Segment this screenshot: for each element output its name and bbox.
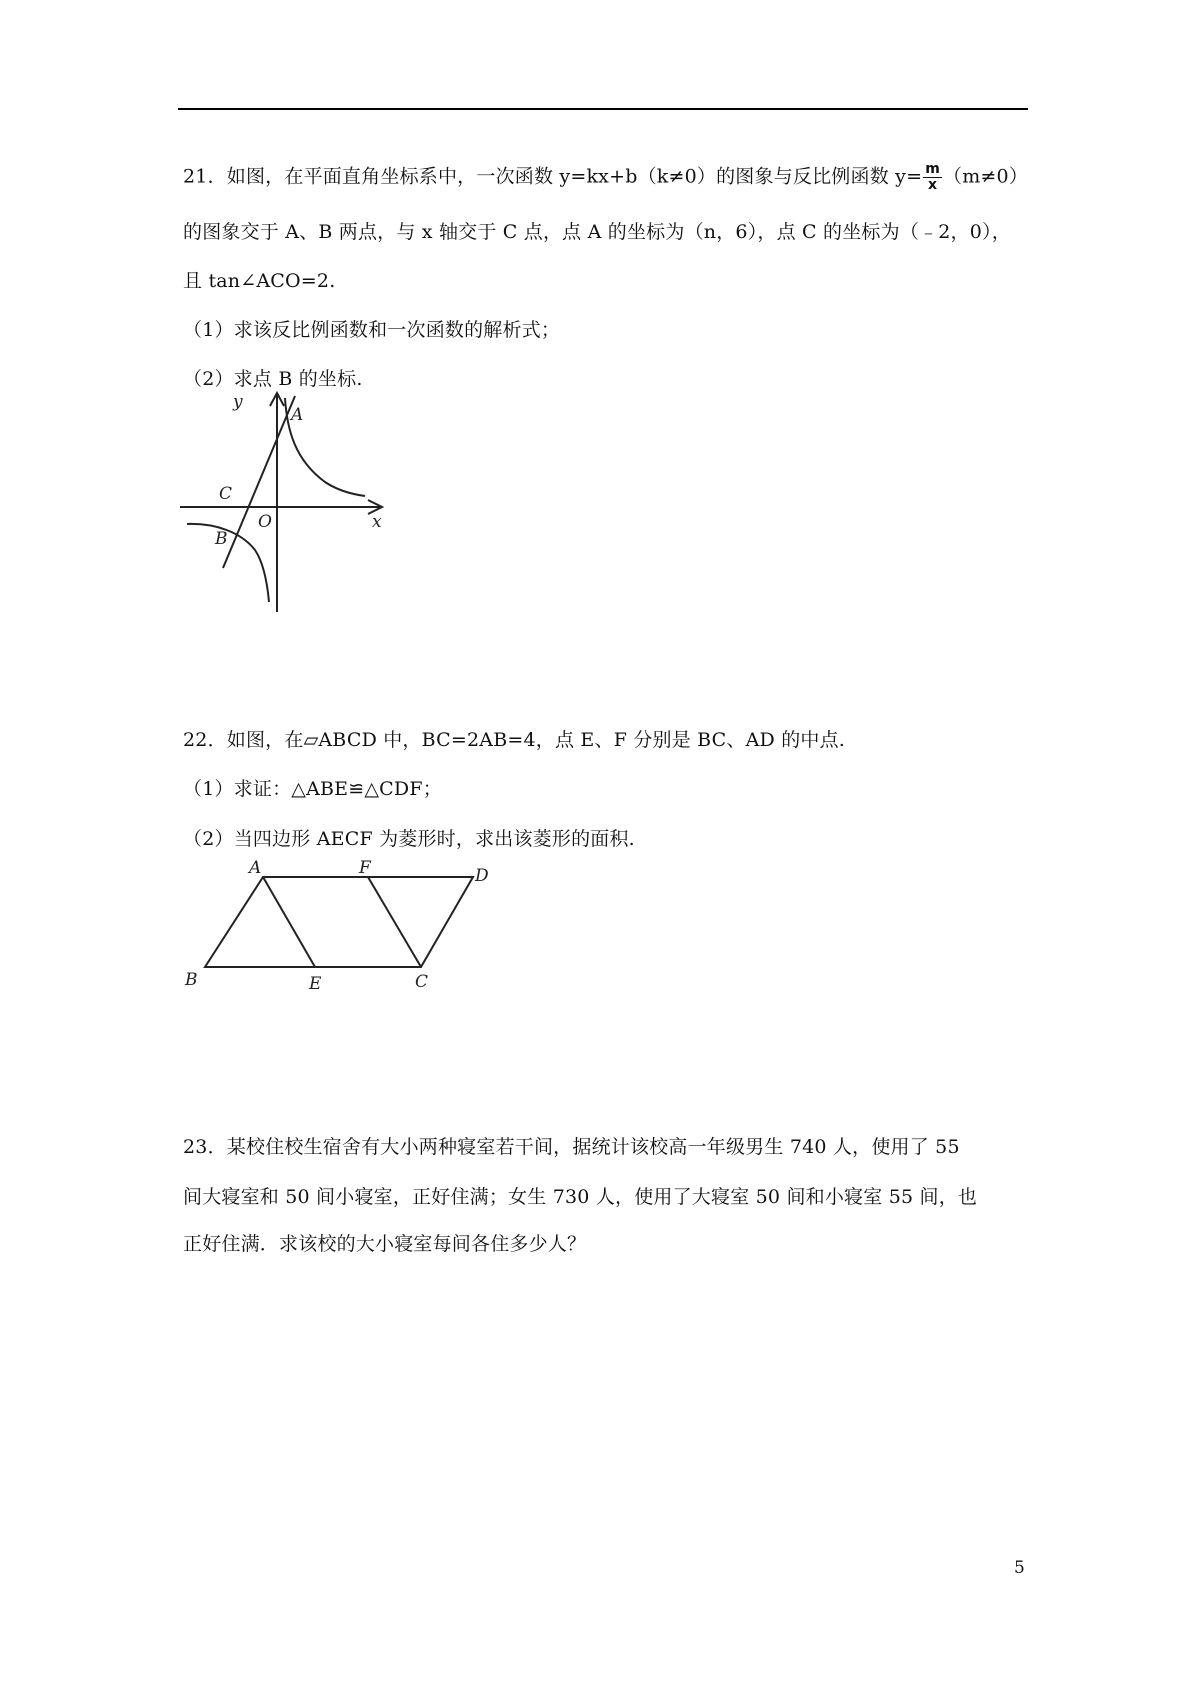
q21-part-2: （2）求点 B 的坐标. <box>183 368 363 390</box>
label-A: A <box>291 405 304 425</box>
segment-FC <box>368 877 421 967</box>
label-A: A <box>249 858 262 878</box>
label-F: F <box>359 858 371 878</box>
q23-line-2: 间大寝室和 50 间小寝室，正好住满；女生 730 人，使用了大寝室 50 间和小寝室 55 间，也 <box>183 1186 978 1208</box>
parallelogram-ABCD <box>205 877 473 967</box>
q21-line-2: 的图象交于 A、B 两点，与 x 轴交于 C 点，点 A 的坐标为（n，6），点 C 的坐标为（﹣2，0）， <box>183 221 1011 243</box>
q23-line-1: 23．某校住校生宿舍有大小两种寝室若干间，据统计该校高一年级男生 740 人，使用了 55 <box>183 1136 960 1158</box>
label-C: C <box>219 484 233 504</box>
label-B: B <box>185 970 198 990</box>
segment-AE <box>263 877 315 967</box>
q21-text-after-fraction: （m≠0） <box>943 165 1029 188</box>
label-D: D <box>475 866 489 886</box>
fraction-m-over-x <box>923 162 942 193</box>
linear-function-line <box>223 396 295 568</box>
hyperbola-branch-lower <box>187 524 269 602</box>
fraction-denominator: x <box>927 177 938 193</box>
label-B: B <box>215 529 228 549</box>
q22-parallelogram-figure <box>175 855 505 995</box>
label-C: C <box>415 972 429 992</box>
q21-text-before-fraction: 21．如图，在平面直角坐标系中，一次函数 y=kx+b（k≠0）的图象与反比例函数 y= <box>183 165 923 188</box>
q21-coordinate-figure <box>175 390 405 615</box>
q21-line-1 <box>183 162 1028 193</box>
q21-part-1: （1）求该反比例函数和一次函数的解析式； <box>183 319 561 341</box>
q22-part-1: （1）求证：△ABE≌△CDF； <box>183 778 442 800</box>
header-rule <box>178 108 1028 110</box>
fraction-numerator: m <box>925 161 940 177</box>
label-x: x <box>372 512 382 532</box>
page-number: 5 <box>1014 1558 1025 1578</box>
label-O: O <box>258 512 272 532</box>
label-y: y <box>233 392 243 412</box>
label-E: E <box>309 974 322 994</box>
q23-line-3: 正好住满．求该校的大小寝室每间各住多少人？ <box>183 1233 587 1255</box>
q22-part-2: （2）当四边形 AECF 为菱形时，求出该菱形的面积. <box>183 828 635 850</box>
q21-line-3: 且 tan∠ACO=2. <box>183 270 336 292</box>
q22-line-1: 22．如图，在▱ABCD 中，BC=2AB=4，点 E、F 分别是 BC、AD 的中点. <box>183 729 846 751</box>
